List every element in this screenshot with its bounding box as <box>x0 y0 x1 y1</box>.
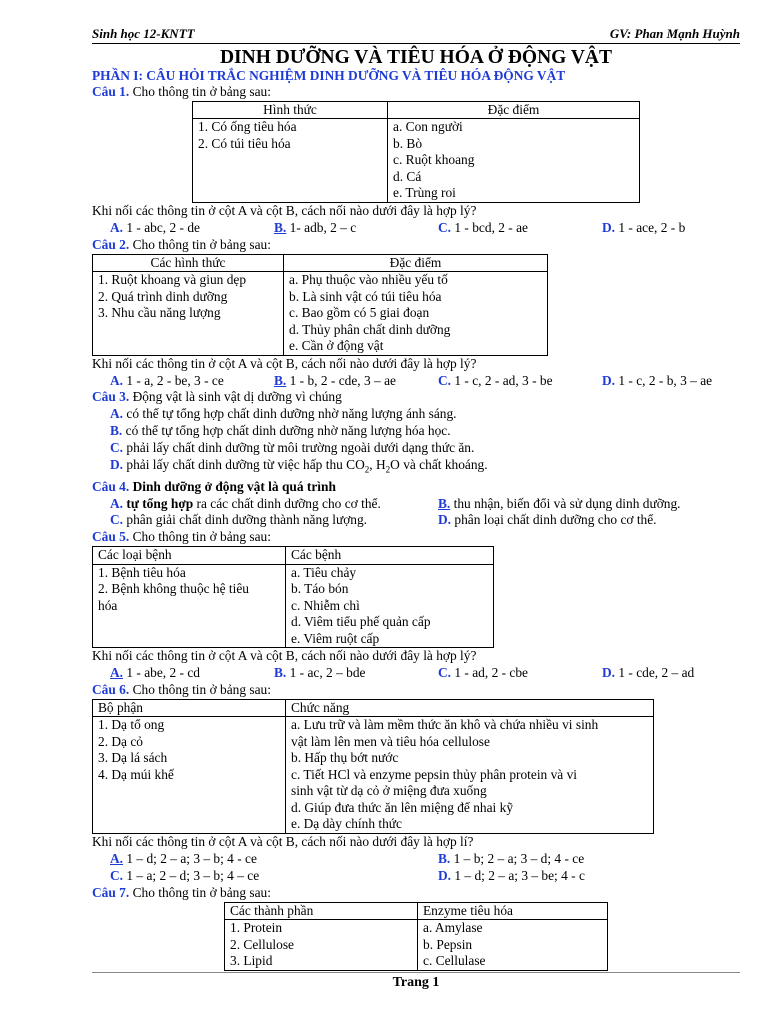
q6-options <box>92 851 740 885</box>
option-d[interactable]: D. 1 – d; 2 – a; 3 – be; 4 - c <box>438 867 585 883</box>
table-cell: a. Lưu trữ và làm mềm thức ăn khô và chứa nhiều vi sinh vật làm lên men và tiêu hóa cellulose b. Hấp thụ bớt nước c. Tiết HCl và enzyme pepsin thủy phân protein và vi sinh vật từ dạ cỏ ở miệng đưa xuống d. Giúp đưa thức ăn lên miệng để nhai kỹ e. Dạ dày chính thức <box>286 717 654 834</box>
option-c[interactable]: C. phải lấy chất dinh dưỡng từ môi trường ngoài dưới dạng thức ăn. <box>110 440 475 456</box>
option-a[interactable]: A. 1 - abc, 2 - de <box>110 219 200 235</box>
document-page <box>92 26 740 971</box>
option-d[interactable]: D. phải lấy chất dinh dưỡng từ việc hấp thu $CO_2$, $H_2O$ và chất khoáng. <box>110 457 488 475</box>
table-header: Các hình thức <box>93 254 284 272</box>
match-prompt: Khi nối các thông tin ở cột A và cột B, cách nối nào dưới đây là hợp lí? <box>92 833 474 849</box>
table-cell: a. Con người b. Bò c. Ruột khoang d. Cá e. Trùng roi <box>388 119 640 203</box>
option-d[interactable]: D. 1 - cde, 2 – ad <box>602 665 695 681</box>
question-2: Câu 2. Cho thông tin ở bảng sau: <box>92 236 271 252</box>
option-c[interactable]: C. 1 - c, 2 - ad, 3 - be <box>438 372 553 388</box>
q2-options <box>92 373 740 390</box>
option-b[interactable]: B. 1 – b; 2 – a; 3 – d; 4 - ce <box>438 850 585 866</box>
option-c[interactable]: C. 1 – a; 2 – d; 3 – b; 4 – ce <box>110 867 260 883</box>
table-cell: 1. Có ống tiêu hóa 2. Có túi tiêu hóa <box>193 119 388 203</box>
table-header: Chức năng <box>286 699 654 717</box>
question-1 <box>92 84 740 101</box>
option-a[interactable]: A. 1 – d; 2 – a; 3 – b; 4 - ce <box>110 850 257 866</box>
table-header: Hình thức <box>193 101 388 119</box>
option-d[interactable]: D. 1 - ace, 2 - b <box>602 219 686 235</box>
table-cell: 1. Dạ tổ ong 2. Dạ cỏ 3. Dạ lá sách 4. Dạ múi khế <box>93 717 286 834</box>
question-7: Câu 7. Cho thông tin ở bảng sau: <box>92 884 271 900</box>
part-title: PHẦN I: CÂU HỎI TRẮC NGHIỆM DINH DƯỠNG VÀ TIÊU HÓA ĐỘNG VẬT <box>92 68 566 83</box>
option-d[interactable]: D. 1 - c, 2 - b, 3 – ae <box>602 372 713 388</box>
question-4: Câu 4. Dinh dưỡng ở động vật là quá trình <box>92 478 336 494</box>
q6-table <box>92 699 654 834</box>
q7-table <box>224 902 608 971</box>
document-title: DINH DƯỠNG VÀ TIÊU HÓA Ở ĐỘNG VẬT <box>219 47 613 68</box>
option-b[interactable]: B. 1- adb, 2 – c <box>274 219 357 235</box>
table-cell: 1. Bệnh tiêu hóa 2. Bệnh không thuộc hệ tiêu hóa <box>93 564 286 648</box>
table-header: Bộ phận <box>93 699 286 717</box>
option-a[interactable]: A. tự tổng hợp ra các chất dinh dưỡng cho cơ thể. <box>110 495 381 511</box>
option-a[interactable]: A. có thể tự tổng hợp chất dinh dưỡng nhờ năng lượng ánh sáng. <box>110 406 457 422</box>
option-c[interactable]: C. phân giải chất dinh dưỡng thành năng lượng. <box>110 512 368 528</box>
table-cell: a. Amylase b. Pepsin c. Cellulase <box>418 920 608 971</box>
table-header: Đặc điểm <box>284 254 548 272</box>
q4-options <box>92 496 740 530</box>
option-d[interactable]: D. phân loại chất dinh dưỡng cho cơ thể. <box>438 512 657 528</box>
table-header: Các bệnh <box>286 547 494 565</box>
header-subject: Sinh học 12-KNTT <box>92 26 195 41</box>
table-cell: a. Tiêu chảy b. Táo bón c. Nhiễm chì d. Viêm tiểu phế quản cấp e. Viêm ruột cấp <box>286 564 494 648</box>
option-a[interactable]: A. 1 - a, 2 - be, 3 - ce <box>110 372 224 388</box>
option-b[interactable]: B. 1 - ac, 2 – bde <box>274 665 366 681</box>
match-prompt: Khi nối các thông tin ở cột A và cột B, cách nối nào dưới đây là hợp lý? <box>92 648 477 664</box>
table-cell: a. Phụ thuộc vào nhiều yếu tố b. Là sinh vật có túi tiêu hóa c. Bao gồm có 5 giai đoạn d. Thủy phân chất dinh dưỡng e. Cần ở động vật <box>284 272 548 356</box>
question-6: Câu 6. Cho thông tin ở bảng sau: <box>92 682 271 698</box>
q5-options <box>92 665 740 682</box>
option-c[interactable]: C. 1 - ad, 2 - cbe <box>438 665 528 681</box>
table-header: Các thành phần <box>225 902 418 920</box>
page-header <box>92 26 740 44</box>
match-prompt: Khi nối các thông tin ở cột A và cột B, cách nối nào dưới đây là hợp lý? <box>92 355 477 371</box>
table-header: Enzyme tiêu hóa <box>418 902 608 920</box>
header-teacher: GV: Phan Mạnh Huỳnh <box>609 26 740 41</box>
table-header: Đặc điểm <box>388 101 640 119</box>
option-b[interactable]: B. có thể tự tổng hợp chất dinh dưỡng nhờ năng lượng hóa học. <box>110 423 451 439</box>
q1-options <box>92 220 740 237</box>
match-prompt: Khi nối các thông tin ở cột A và cột B, cách nối nào dưới đây là hợp lý? <box>92 202 477 218</box>
q2-table <box>92 254 548 356</box>
table-cell: 1. Ruột khoang và giun dẹp 2. Quá trình dinh dưỡng 3. Nhu cầu năng lượng <box>93 272 284 356</box>
q1-table <box>192 101 640 203</box>
question-label: Câu 1. <box>92 84 130 99</box>
option-b[interactable]: B. 1 - b, 2 - cde, 3 – ae <box>274 372 396 388</box>
question-5: Câu 5. Cho thông tin ở bảng sau: <box>92 529 271 545</box>
question-3: Câu 3. Động vật là sinh vật dị dưỡng vì chúng <box>92 389 342 405</box>
option-b[interactable]: B. thu nhận, biến đổi và sử dụng dinh dưỡng. <box>438 495 681 511</box>
option-a[interactable]: A. 1 - abe, 2 - cd <box>110 665 200 681</box>
q5-table <box>92 546 494 648</box>
page-footer: Trang 1 <box>92 972 740 991</box>
table-header: Các loại bệnh <box>93 547 286 565</box>
option-c[interactable]: C. 1 - bcd, 2 - ae <box>438 219 528 235</box>
question-stem: Cho thông tin ở bảng sau: <box>129 84 271 99</box>
table-cell: 1. Protein 2. Cellulose 3. Lipid <box>225 920 418 971</box>
